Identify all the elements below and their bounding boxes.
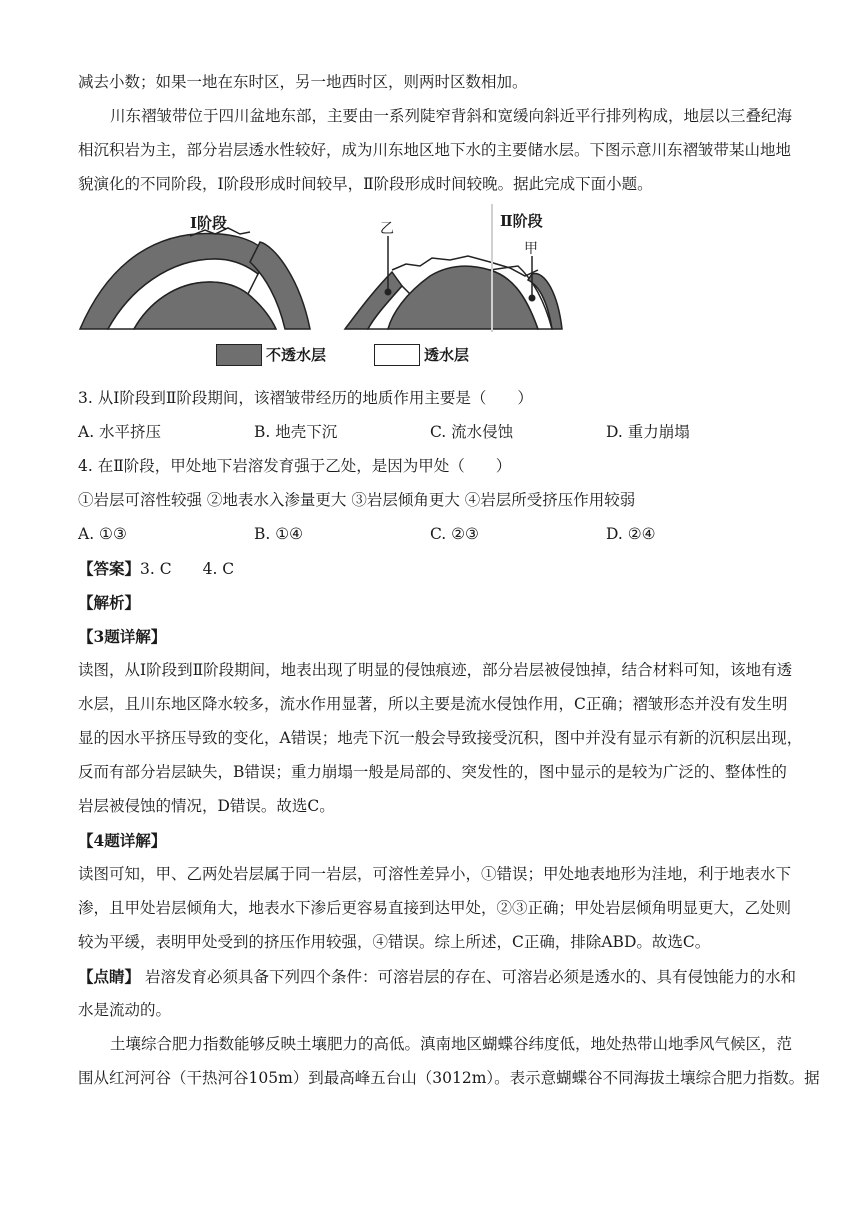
legend-permeable-swatch bbox=[374, 344, 420, 366]
answer-label: 【答案】 bbox=[78, 559, 141, 578]
analysis-label: 【解析】 bbox=[78, 593, 141, 612]
detail-4-line: 读图可知，甲、乙两处岩层属于同一岩层，可溶性差异小，①错误；甲处地表地形为洼地，利于地表水下 bbox=[78, 865, 792, 883]
q3-option-d: D. 重力崩塌 bbox=[606, 423, 690, 441]
q3-option-b: B. 地壳下沉 bbox=[254, 423, 338, 441]
question-3-stem: 3. 从Ⅰ阶段到Ⅱ阶段期间，该褶皱带经历的地质作用主要是（ ） bbox=[78, 389, 533, 407]
q4-option-c: C. ②③ bbox=[430, 525, 479, 543]
paragraph-line: 貌演化的不同阶段，Ⅰ阶段形成时间较早，Ⅱ阶段形成时间较晚。据此完成下面小题。 bbox=[78, 175, 653, 193]
q3-option-a: A. 水平挤压 bbox=[78, 423, 162, 441]
paragraph-line: 川东褶皱带位于四川盆地东部，主要由一系列陡窄背斜和宽缓向斜近平行排列构成，地层以三叠纪海 bbox=[110, 107, 793, 125]
detail-4-label: 【4题详解】 bbox=[78, 831, 167, 850]
q3-option-c: C. 流水侵蚀 bbox=[430, 423, 514, 441]
legend-impermeable-label: 不透水层 bbox=[266, 346, 327, 364]
detail-3-line: 水层，且川东地区降水较多，流水作用显著，所以主要是流水侵蚀作用，C正确；褶皱形态并没有发生明 bbox=[78, 695, 788, 713]
answer-line bbox=[78, 558, 784, 580]
dianjing-text: 岩溶发育必须具备下列四个条件：可溶岩层的存在、可溶岩必须是透水的、具有侵蚀能力的水和 bbox=[144, 968, 796, 986]
q4-option-a: A. ①③ bbox=[78, 525, 127, 543]
paragraph-line: 减去小数；如果一地在东时区，另一地西时区，则两时区数相加。 bbox=[78, 73, 528, 91]
detail-3-line: 读图，从Ⅰ阶段到Ⅱ阶段期间，地表出现了明显的侵蚀痕迹，部分岩层被侵蚀掉，结合材料可知，该地有透 bbox=[78, 661, 793, 679]
detail-3-label: 【3题详解】 bbox=[78, 627, 167, 646]
dianjing-label: 【点睛】 bbox=[78, 967, 141, 986]
next-passage-line: 土壤综合肥力指数能够反映土壤肥力的高低。滇南地区蝴蝶谷纬度低，地处热带山地季风气候区，范 bbox=[110, 1035, 793, 1053]
next-passage-line: 围从红河河谷（干热河谷105m）到最高峰五台山（3012m）。表示意蝴蝶谷不同海拔土壤综合肥力指数。据 bbox=[78, 1069, 820, 1087]
dianjing-line bbox=[78, 966, 796, 988]
fold-diagram-svg bbox=[70, 204, 630, 374]
answer-text: 3. C 4. C bbox=[140, 560, 235, 578]
dianjing-line: 水是流动的。 bbox=[78, 1001, 172, 1019]
legend-impermeable-swatch bbox=[216, 344, 262, 366]
detail-4-line: 较为平缓，表明甲处受到的挤压作用较强，④错误。综上所述，C正确，排除ABD。故选C。 bbox=[78, 933, 711, 951]
question-4-items: ①岩层可溶性较强 ②地表水入渗量更大 ③岩层倾角更大 ④岩层所受挤压作用较弱 bbox=[78, 491, 636, 509]
stage2-label: Ⅱ阶段 bbox=[500, 212, 543, 230]
q4-option-d: D. ②④ bbox=[606, 525, 656, 543]
stage1-label: Ⅰ阶段 bbox=[190, 214, 228, 232]
label-jia: 甲 bbox=[524, 241, 538, 257]
question-4-stem: 4. 在Ⅱ阶段，甲处地下岩溶发育强于乙处，是因为甲处（ ） bbox=[78, 457, 512, 475]
q4-option-b: B. ①④ bbox=[254, 525, 304, 543]
detail-4-line: 渗，且甲处岩层倾角大，地表水下渗后更容易直接到达甲处，②③正确；甲处岩层倾角明显更大，乙处则 bbox=[78, 899, 792, 917]
fold-evolution-figure bbox=[70, 204, 630, 374]
paragraph-line: 相沉积岩为主，部分岩层透水性较好，成为川东地区地下水的主要储水层。下图示意川东褶皱带某山地地 bbox=[78, 141, 792, 159]
stage1-anticline bbox=[80, 228, 310, 329]
detail-3-line: 反而有部分岩层缺失，B错误；重力崩塌一般是局部的、突发性的，图中显示的是较为广泛的、整体性的 bbox=[78, 763, 787, 781]
detail-3-line: 显的因水平挤压导致的变化，A错误；地壳下沉一般会导致接受沉积，图中并没有显示有新的沉积层出现， bbox=[78, 729, 803, 747]
detail-3-line: 岩层被侵蚀的情况，D错误。故选C。 bbox=[78, 797, 335, 815]
legend-permeable-label: 透水层 bbox=[424, 346, 470, 364]
point-yi bbox=[385, 289, 392, 296]
label-yi: 乙 bbox=[380, 221, 394, 237]
point-jia bbox=[529, 295, 536, 302]
